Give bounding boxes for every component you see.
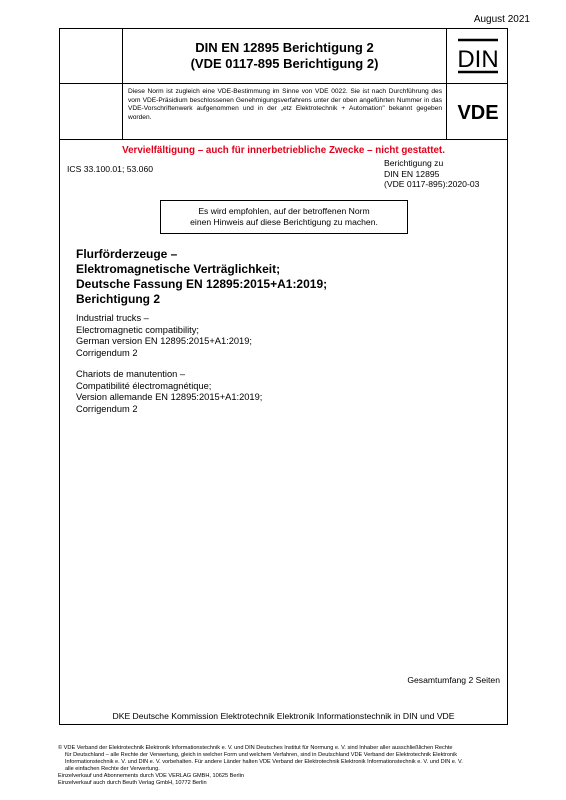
reference-line3: (VDE 0117-895):2020-03 [384,179,480,189]
dke-line: DKE Deutsche Kommission Elektrotechnik Elektronik Informationstechnik in DIN und VDE [112,711,455,721]
title-french-line2: Compatibilité électromagnétique; [76,380,212,391]
ics-code: ICS 33.100.01; 53.060 [67,164,154,174]
recommendation-box [160,200,408,234]
din-logo-text: DIN [456,46,499,73]
footer-line6: Einzelverkauf auch durch Beuth Verlag GmbH, 10772 Berlin [58,780,207,786]
title-english-line3: German version EN 12895:2015+A1:2019; [76,336,252,347]
document-title-line2: (VDE 0117-895 Berichtigung 2) [190,56,379,71]
vde-logo-text: VDE [456,102,499,123]
recommendation-line1: Es wird empfohlen, auf der betroffenen Norm [198,206,370,216]
title-german-line1: Flurförderzeuge – [76,247,178,261]
title-english-line2: Electromagnetic compatibility; [76,324,199,335]
issue-date: August 2021 [473,14,530,25]
recommendation-line2: einen Hinweis auf diese Berichtigung zu machen. [190,217,378,227]
copyright-footer [58,745,526,787]
page-count: Gesamtumfang 2 Seiten [407,675,500,685]
vde-logo-icon [451,101,505,123]
din-logo-icon [456,37,500,75]
title-english-line1: Industrial trucks – [76,313,149,323]
title-german [76,247,327,307]
din-logo [447,28,508,84]
corrigendum-reference [384,158,479,190]
reference-line1: Berichtigung zu [384,158,444,168]
reference-line2: DIN EN 12895 [384,168,440,179]
title-german-line3: Deutsche Fassung EN 12895:2015+A1:2019; [76,277,328,291]
title-french-line4: Corrigendum 2 [76,403,138,414]
vde-logo [447,84,508,140]
footer-line3: Informationstechnik e. V. und DIN e. V. vorbehalten. Für andere Länder halten VDE Verband der Elektrotechnik Elektronik Informationstechnik e. V. und DIN e. V. [65,759,463,765]
document-title [123,28,446,84]
footer-line1: © VDE Verband der Elektrotechnik Elektronik Informationstechnik e. V. und DIN Deutsches Institut für Normung e. V. sind Inhaber aller ausschließlichen Rechte [58,745,453,751]
title-english-line4: Corrigendum 2 [76,347,138,358]
footer-line4: alle einfachen Rechte der Verwertung. [65,766,160,772]
title-french-line1: Chariots de manutention – [76,369,186,379]
title-english [76,313,252,359]
title-german-line4: Berichtigung 2 [76,292,161,306]
copy-warning: Vervielfältigung – auch für innerbetriebliche Zwecke – nicht gestattet. [122,145,445,156]
footer-line2: für Deutschland – alle Rechte der Verwertung, gleich in welcher Form und welchem Verfahren, sind in Deutschland VDE Verband der Elektrotechnik Elektronik [65,752,458,758]
document-title-line1: DIN EN 12895 Berichtigung 2 [195,40,374,55]
title-french-line3: Version allemande EN 12895:2015+A1:2019; [76,392,263,403]
vde-notice: Diese Norm ist zugleich eine VDE-Bestimmung im Sinne von VDE 0022. Sie ist nach Durchführung des vom VDE-Präsidium beschlossenen Genehmigungsverfahrens unter der oben angeführten Nummer in das VDE-Vorschriftenwerk aufgenommen und in der „etz Elektrotechnik + Automation" bekannt gegeben worden. [128,88,442,121]
title-french [76,369,262,415]
footer-line5: Einzelverkauf und Abonnements durch VDE VERLAG GMBH, 10625 Berlin [58,773,244,779]
title-german-line2: Elektromagnetische Verträglichkeit; [76,262,281,276]
